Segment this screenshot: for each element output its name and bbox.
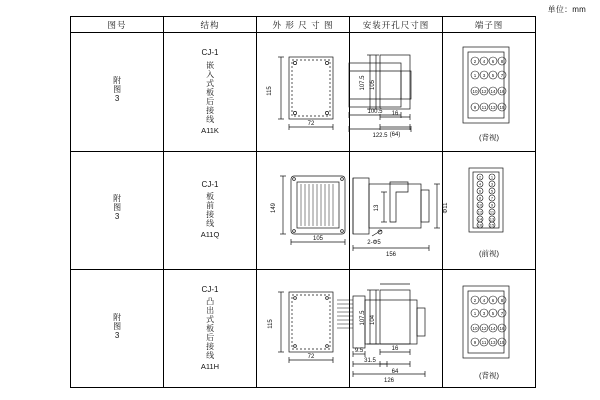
svg-text:16: 16 — [499, 325, 505, 331]
dim-100-5: 100.5 — [367, 109, 383, 116]
svg-text:9: 9 — [473, 105, 477, 111]
svg-text:13: 13 — [489, 216, 495, 222]
svg-text:1: 1 — [490, 174, 494, 180]
col-header-outline: 外 形 尺 寸 图 — [257, 17, 350, 33]
dim-122-5: 122.5 — [372, 133, 388, 140]
svg-text:11: 11 — [481, 339, 487, 345]
dim-phi11: Φ11 — [443, 202, 449, 214]
structure-code: A11K — [201, 125, 219, 135]
dim-72: 72 — [307, 353, 315, 360]
svg-text:2: 2 — [478, 174, 482, 180]
dim-13: 13 — [374, 204, 380, 211]
svg-text:9: 9 — [473, 339, 477, 345]
svg-text:16: 16 — [499, 89, 505, 95]
svg-text:8: 8 — [500, 297, 504, 303]
structure-code: A11Q — [200, 230, 220, 240]
dim-104: 104 — [370, 314, 376, 325]
svg-text:14: 14 — [477, 216, 483, 222]
terminal-drawing-1 — [443, 33, 535, 150]
row-number-cell — [71, 33, 164, 151]
table-row — [71, 33, 536, 151]
structure-model: CJ-1 — [201, 48, 219, 58]
svg-text:8: 8 — [500, 59, 504, 65]
terminal-caption: (前视) — [479, 248, 499, 258]
mounting-drawing-cell — [350, 269, 443, 387]
dim-16: 16 — [391, 345, 399, 352]
dim-156: 156 — [385, 251, 397, 258]
mounting-drawing-3 — [350, 270, 442, 387]
svg-text:7: 7 — [500, 310, 504, 316]
table-header-row — [71, 17, 536, 33]
svg-text:15: 15 — [499, 339, 505, 345]
svg-text:9: 9 — [490, 202, 494, 208]
dim-9-5: 9.5 — [354, 347, 364, 354]
structure-code: A11H — [200, 362, 220, 372]
svg-text:3: 3 — [482, 310, 486, 316]
dim-126: 126 — [383, 377, 395, 384]
structure-model: CJ-1 — [201, 180, 219, 190]
dim-107-5: 107.5 — [360, 310, 366, 326]
terminal-drawing-cell — [443, 151, 536, 269]
row-number-label: 附图3 — [112, 76, 122, 105]
row-number-cell — [71, 269, 164, 387]
svg-text:13: 13 — [490, 105, 496, 111]
row-structure-cell — [164, 269, 257, 387]
svg-text:2: 2 — [473, 59, 477, 65]
svg-text:15: 15 — [489, 222, 495, 228]
table-row — [71, 151, 536, 269]
terminal-drawing-cell — [443, 269, 536, 387]
svg-text:1: 1 — [473, 310, 477, 316]
mounting-drawing-cell — [350, 151, 443, 269]
dim-115: 115 — [268, 318, 274, 329]
dim-64: (64) — [389, 132, 401, 139]
svg-text:2: 2 — [473, 297, 477, 303]
svg-text:6: 6 — [491, 59, 495, 65]
terminal-caption: (背视) — [479, 132, 499, 142]
row-structure-cell — [164, 33, 257, 151]
unit-label: 单位：mm — [547, 5, 586, 14]
svg-text:7: 7 — [500, 73, 504, 79]
svg-text:16: 16 — [477, 222, 483, 228]
svg-text:4: 4 — [482, 297, 486, 303]
svg-text:10: 10 — [472, 325, 478, 331]
svg-text:5: 5 — [491, 73, 495, 79]
dim-105: 105 — [312, 235, 324, 242]
col-header-terminal: 端子图 — [443, 17, 536, 33]
col-header-number: 图号 — [71, 17, 164, 33]
row-number-label: 附图3 — [112, 194, 122, 223]
table-row — [71, 269, 536, 387]
structure-model: CJ-1 — [201, 284, 219, 294]
svg-text:6: 6 — [491, 297, 495, 303]
svg-text:15: 15 — [499, 105, 505, 111]
mounting-drawing-2 — [350, 152, 442, 269]
svg-text:11: 11 — [481, 105, 487, 111]
structure-type: 板前接线 — [205, 192, 215, 229]
svg-text:6: 6 — [478, 188, 482, 194]
svg-text:12: 12 — [481, 325, 487, 331]
structure-type: 嵌入式板后接线 — [205, 60, 215, 124]
svg-text:8: 8 — [478, 195, 482, 201]
col-header-structure: 结构 — [164, 17, 257, 33]
svg-text:4: 4 — [482, 59, 486, 65]
svg-text:12: 12 — [477, 209, 483, 215]
svg-text:4: 4 — [478, 181, 482, 187]
row-structure-cell — [164, 151, 257, 269]
svg-text:11: 11 — [489, 209, 495, 215]
svg-text:7: 7 — [490, 195, 494, 201]
dim-64: 64 — [391, 368, 399, 375]
dim-16: 16 — [391, 111, 399, 118]
row-number-cell — [71, 151, 164, 269]
dim-115: 115 — [267, 86, 273, 97]
terminal-caption: (背视) — [479, 371, 499, 380]
svg-text:14: 14 — [490, 325, 496, 331]
dim-107-5: 107.5 — [360, 75, 366, 91]
svg-text:10: 10 — [477, 202, 483, 208]
col-header-mounting: 安装开孔尺寸图 — [350, 17, 443, 33]
structure-type: 凸出式板后接线 — [205, 297, 215, 361]
svg-text:5: 5 — [491, 310, 495, 316]
dim-105: 105 — [370, 80, 376, 91]
mounting-drawing-1 — [350, 33, 442, 150]
spec-table — [70, 16, 536, 388]
dim-31-5: 31.5 — [364, 357, 376, 364]
terminal-drawing-3 — [443, 270, 535, 387]
terminal-drawing-cell — [443, 33, 536, 151]
terminal-drawing-2 — [443, 152, 535, 269]
dim-149: 149 — [271, 202, 277, 213]
mounting-drawing-cell — [350, 33, 443, 151]
svg-text:5: 5 — [490, 188, 494, 194]
row-number-label: 附图3 — [112, 312, 122, 341]
svg-text:3: 3 — [482, 73, 486, 79]
svg-text:10: 10 — [472, 89, 478, 95]
svg-text:3: 3 — [490, 181, 494, 187]
dim-2-phi5: 2-Φ5 — [367, 239, 381, 246]
dim-72: 72 — [307, 121, 315, 128]
svg-text:12: 12 — [481, 89, 487, 95]
svg-text:14: 14 — [490, 89, 496, 95]
svg-text:13: 13 — [490, 339, 496, 345]
svg-text:1: 1 — [473, 73, 477, 79]
